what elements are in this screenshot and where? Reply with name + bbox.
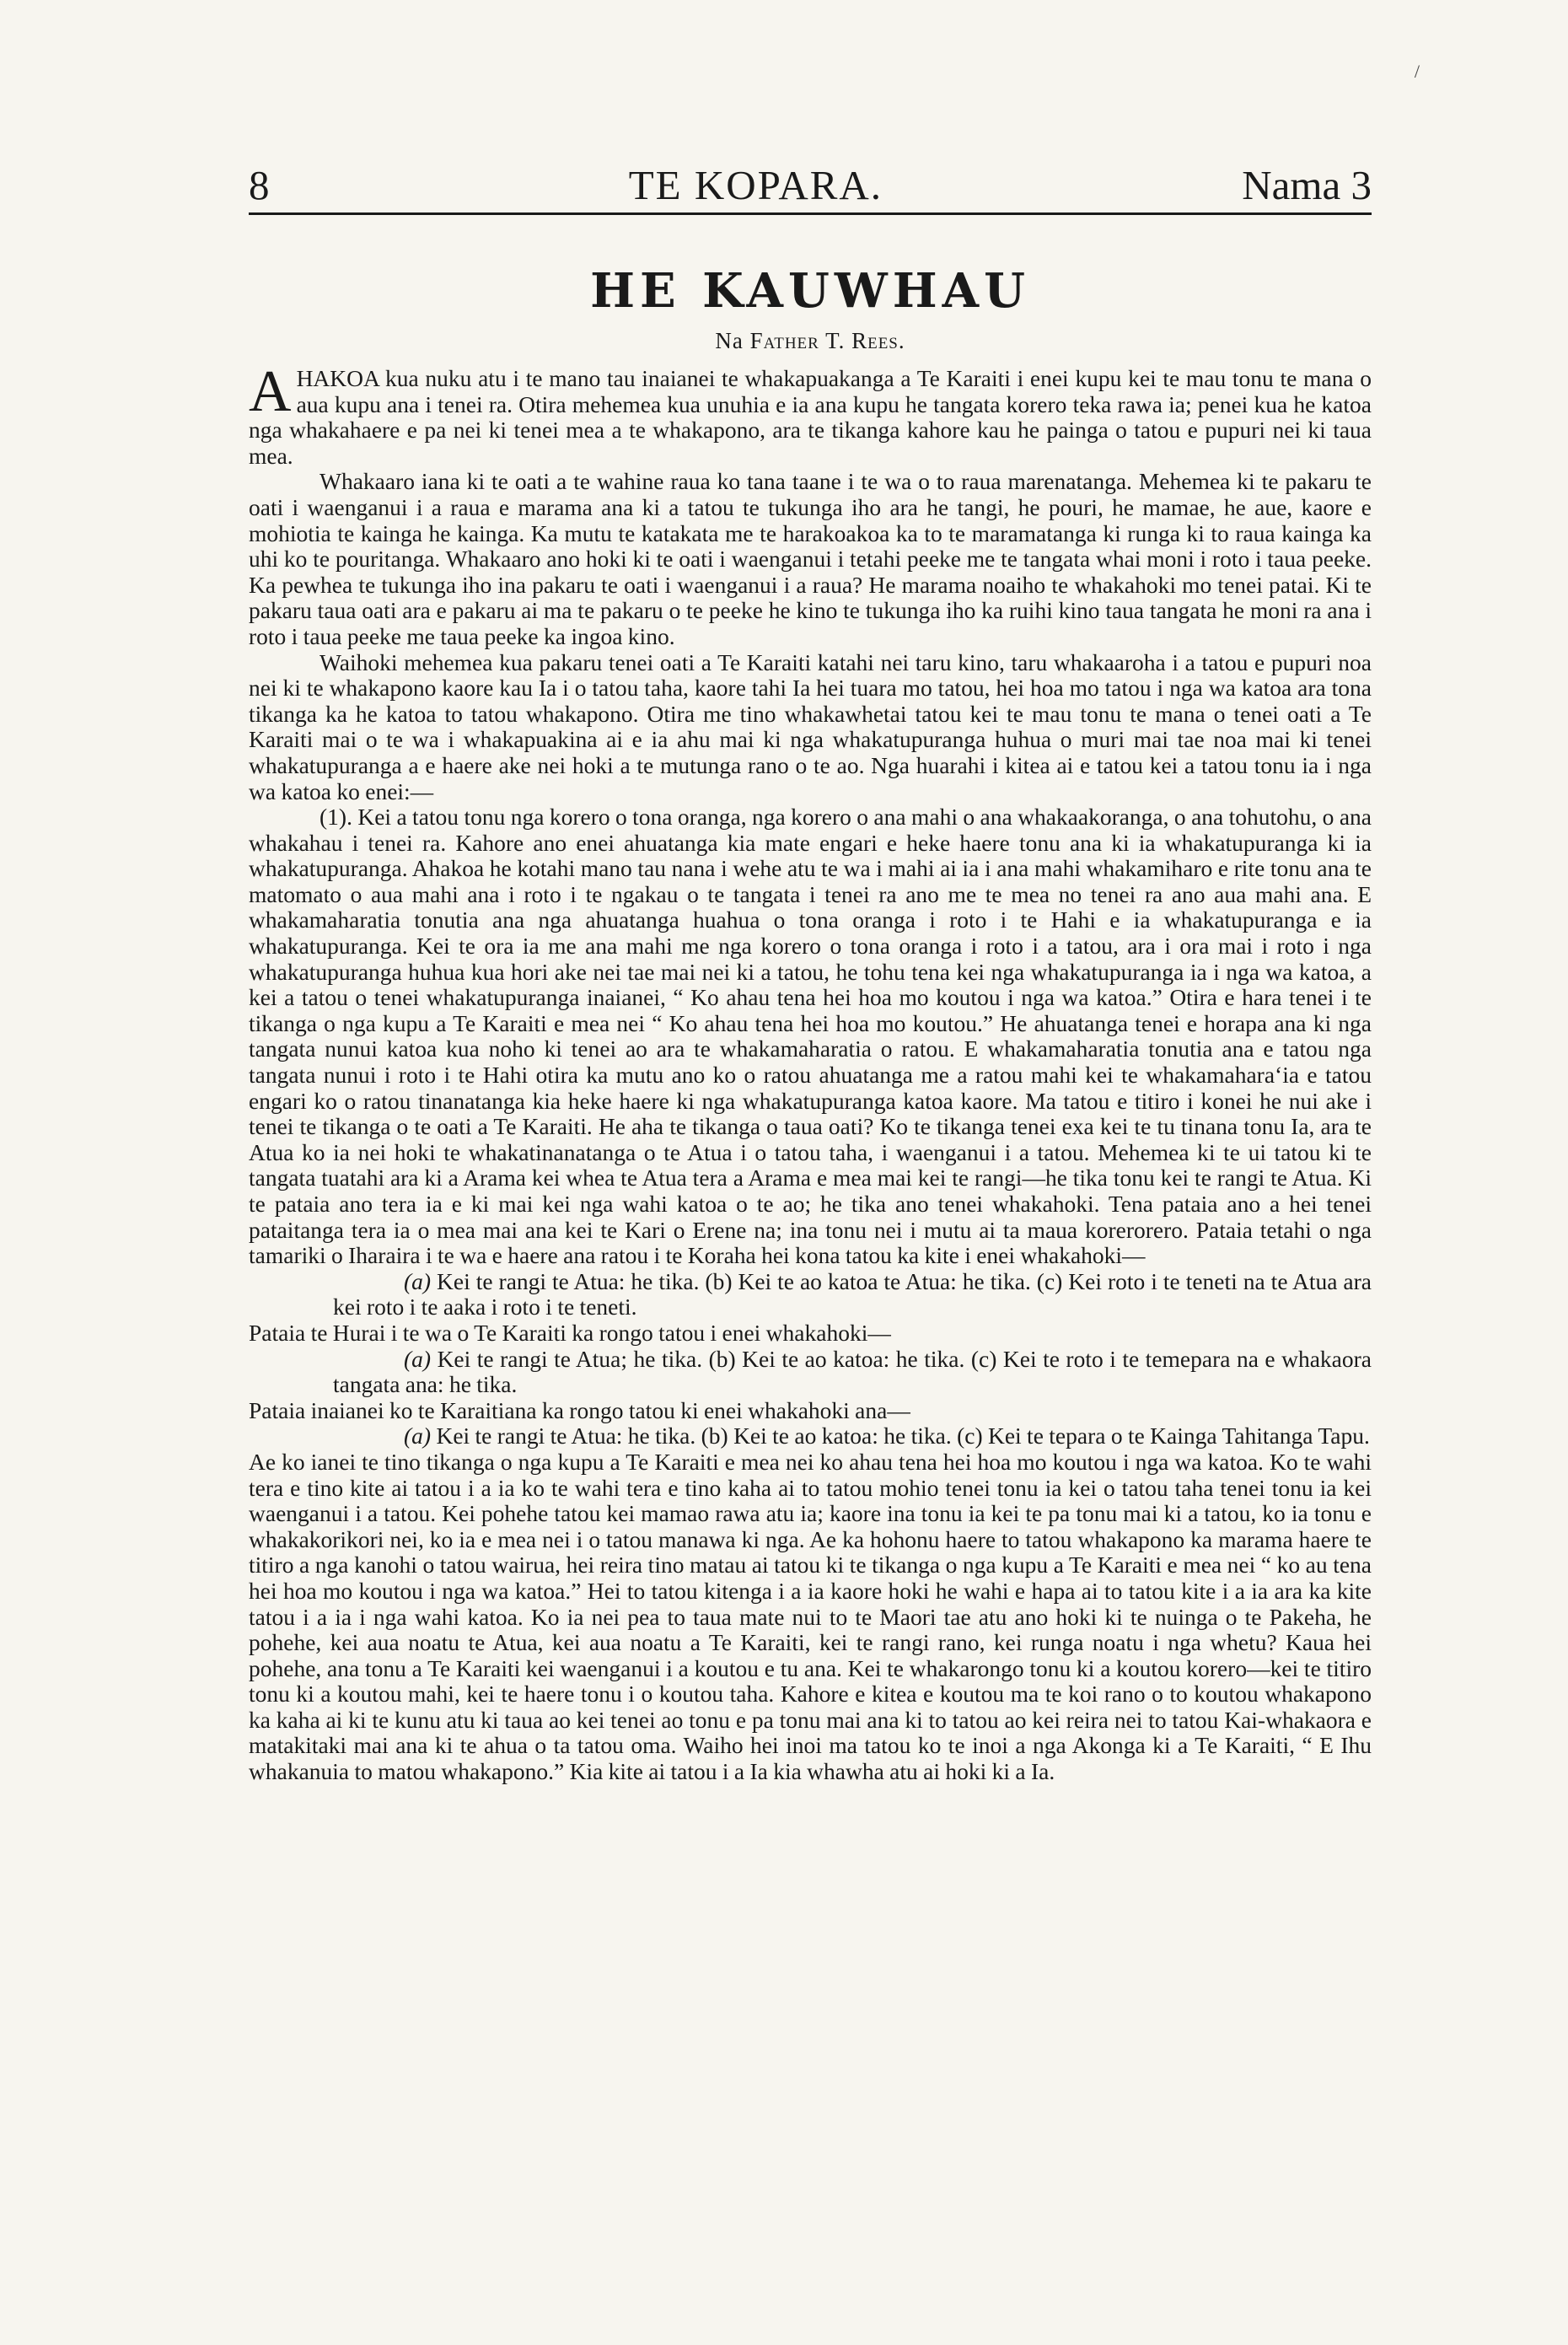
article-heading: HE KAUWHAU	[590, 263, 1030, 319]
article-body	[249, 359, 1372, 1785]
answer-text-1: Kei te rangi te Atua: he tika. (b) Kei te ao katoa te Atua: he tika. (c) Kei roto i te teneti na te Atua ara kei roto i te aaka i roto i te teneti.	[333, 1267, 1372, 1320]
answer-text-3: Kei te rangi te Atua: he tika. (b) Kei te ao katoa: he tika. (c) Kei te tepara o te Kainga Tahitanga Tapu.	[436, 1423, 1370, 1449]
byline-prefix: Na	[715, 328, 744, 353]
paragraph-7: Ae ko ianei te tino tikanga o nga kupu a Te Karaiti e mea nei ko ahau tena hei hoa mo koutou i nga wa katoa. Ko te wahi tera e tino kite ai tatou i a ia ko te wahi tera e tino kaha ai to tatou mohio tenei tonu ia kei o tatou taha tenei tonu ia kei waenganui i a tatou. Kei pohehe tatou kei mamao rawa atu ia; kaore ina tonu ia kei te pa tonu mai ki a tatou, ko ia tonu e whakakorikori nei, ko ia e mea nei i o tatou manawa ki nga. Ae ka hohonu haere to tatou whakapono ka marama haere te titiro a nga kanohi o tatou wairua, hei reira tino matau ai tatou ki te tikanga o nga kupu a Te Karaiti e mea nei “ ko au tena hei hoa mo koutou i nga wa katoa.” Hei to tatou kitenga i a ia kaore hoki he wahi e hapa ai to tatou kite i a ia ara ka kite tatou i a ia i nga wahi katoa. Ko ia nei pea to taua mate nui to te Maori tae atu ano hoki ki te nuinga o te Pakeha, he pohehe, kei aua noatu te Atua, kei aua noatu a Te Karaiti, kei te rangi rano, kei runga noatu i nga whetu? Kaua hei pohehe, ana tonu a Te Karaiti kei waenganui i a koutou e tu ana. Kei te whakarongo tonu ki a koutou korero—kei te titiro tonu ki a koutou mahi, kei te haere tonu i o koutou taha. Kahore e kitea e koutou ma te koi rano o to koutou whakapono ka kaha ai ki te kunu atu ki taua ao kei tenei ao tonu e pa tonu mai ana ki to tatou ao kei reira nei to tatou Kai-whakaora e matakitaki mai ana ki te ahua o ta tatou oma. Waiho hei inoi ma tatou ko te inoi a nga Akonga ki a Te Karaiti, “ E Ihu whakanuia to matou whakapono.” Kia kite ai tatou i a Ia kia whawha atu ai hoki ki a Ia.	[249, 1448, 1372, 1785]
drop-cap: A	[249, 359, 292, 424]
byline-author: Father T. Rees.	[749, 328, 905, 353]
paragraph-3: Waihoki mehemea kua pakaru tenei oati a Te Karaiti katahi nei taru kino, taru whakaaroha i a tatou e pupuri noa nei ki te whakapono kaore kau Ia i o tatou taha, kaore tahi Ia hei tuara mo tatou, hei hoa mo tatou i nga wa katoa ara tona tikanga ka he katoa to tatou whakapono. Otira me tino whakawhetai tatou kei te mau tonu te mana o tenei oati a Te Karaiti mai o te wa i whakapuakina ai e ia ahu mai ki nga whakatupuranga huhua o muri mai tae noa mai ki tenei whakatupuranga a e haere ake nei hoki a te mutunga rano o te ao. Nga huarahi i kitea ai e tatou kei a tatou tonu ia i nga wa katoa ko enei:—	[249, 648, 1372, 804]
byline	[249, 328, 1372, 354]
running-header	[249, 164, 1372, 215]
answer-marker: (a)	[404, 1267, 438, 1294]
answer-list-1	[249, 1269, 1372, 1320]
answer-list-3	[249, 1423, 1372, 1449]
margin-mark: /	[1414, 61, 1420, 82]
paragraph-4: (1). Kei a tatou tonu nga korero o tona oranga, nga korero o ana mahi o ana whakaakoranga, o ana tohutohu, o ana whakahau i tenei ra. Kahore ano enei ahuatanga kia mate engari e heke haere tonu ana ki ia whakatupuranga ki ia whakatupuranga. Ahakoa he kotahi mano tau nana i wehe atu te wa i mahi ai ia i ana mahi whakamiharo e rite tonu ana te matomato o aua mahi ana i roto i te ngakau o te tangata i tenei ra ano me te mea no tenei ra ano aua mahi ana. E whakamaharatia tonutia ana nga ahuatanga huahua o tona oranga i roto i te Hahi e ia whakatupuranga e ia whakatupuranga. Kei te ora ia me ana mahi me nga korero o tona oranga i roto i a tatou, ara i ora mai i roto i nga whakatupuranga huhua kua hori ake nei tae mai nei ki a tatou, he tohu tena kei nga whakatupuranga ia i nga wa katoa, a kei a tatou o tenei whakatupuranga inaianei, “ Ko ahau tena hei hoa mo koutou i nga wa katoa.” Otira e hara tenei i te tikanga o nga kupu a Te Karaiti e mea nei “ Ko ahau tena hei hoa mo koutou.” He ahuatanga tenei e horapa ana ki nga tangata nunui katoa kua noho ki tenei ao ara te whakamaharatia o ratou. E whakamaharatia tonutia ana e tatou nga tangata nunui i roto i te Hahi otira ka mutu ano ko o ratou ahuatanga me a ratou mahi kei te whakamahara‘ia e tatou engari ko o ratou tinanatanga kia heke haere ki nga whakatupuranga katoa kaore. Ma tatou e titiro i konei he nui ake i tenei te tikanga o te oati a Te Karaiti. He aha te tikanga o taua oati? Ko te tikanga tenei exa kei te tu tinana tonu Ia, ara te Atua ko ia nei hoki te whakatinanatanga o te Atua i o tatou taha, i waenganui i a tatou. Mehemea ki te ui tatou ki te tangata tuatahi ara ki a Arama kei whea te Atua tera a Arama e mea mai kei te rangi—he tika tonu kei te rangi te Atua. Ki te pataia ano tera ia e ki mai kei nga wahi katoa o te ao; he tika ano tenei whakahoki. Tena pataia ano a hei tenei pataitanga tera ia o mea mai ana kei te Kari o Erene na; ina tonu nei i mutu ai ta maua korerorero. Pataia tetahi o nga tamariki o Iharaira i te wa e haere ana ratou i te Koraha hei kona tatou ka kite i enei whakahoki—	[249, 804, 1372, 1269]
paragraph-2: Whakaaro iana ki te oati a te wahine raua ko tana taane i te wa o to raua marenatanga. Mehemea ki te pakaru te oati i waenganui i a raua e marama ana ki a tatou te tukunga iho ara he tangi, he pouri, he mamae, he aue, kaore e mohiotia te kainga he kainga. Ka mutu te katakata me te harakoakoa ka to te maramatanga ki runga ki to raua kainga ka uhi ko te pouritanga. Whakaaro ano hoki ki te oati i waenganui i tetahi peeke me te tangata whai moni i roto i taua peeke. Ka pewhea te tukunga iho ina pakaru te oati i waenganui i a raua? He marama noaiho te whakahoki mo tenei patai. Ki te pakaru taua oati ara e pakaru ai ma te pakaru o te peeke he kino te tukunga iho ka ruihi kino taua tangata he moni ra ana i roto i taua peeke me taua peeke ka ingoa kino.	[249, 468, 1372, 649]
page	[249, 164, 1372, 1785]
issue-number: Nama 3	[1242, 162, 1372, 208]
paragraph-5: Pataia te Hurai i te wa o Te Karaiti ka rongo tatou i enei whakahoki—	[249, 1319, 891, 1346]
paragraph-1	[249, 359, 1372, 469]
publication-title: TE KOPARA.	[628, 162, 883, 208]
paragraph-1-text: HAKOA kua nuku atu i te mano tau inaianei te whakapuakanga a Te Karaiti i enei kupu kei te mau tonu te mana o aua kupu ana i tenei ra. Otira mehemea kua unuhia e ia ana kupu he tangata korero teka rawa ia; penei kua he katoa nga whakahaere e pa nei ki tenei mea a te whakapono, ara te tikanga kahore kau he painga o tatou e pupuri nei ki taua mea.	[249, 365, 1372, 469]
answer-text-2: Kei te rangi te Atua; he tika. (b) Kei te ao katoa: he tika. (c) Kei te roto i te temepara na e whakaora tangata ana: he tika.	[333, 1345, 1372, 1398]
answer-marker: (a)	[404, 1423, 437, 1449]
answer-list-2	[249, 1347, 1372, 1398]
page-number: 8	[249, 162, 270, 208]
answer-marker: (a)	[404, 1345, 438, 1372]
paragraph-6: Pataia inaianei ko te Karaitiana ka rongo tatou ki enei whakahoki ana—	[249, 1396, 910, 1423]
